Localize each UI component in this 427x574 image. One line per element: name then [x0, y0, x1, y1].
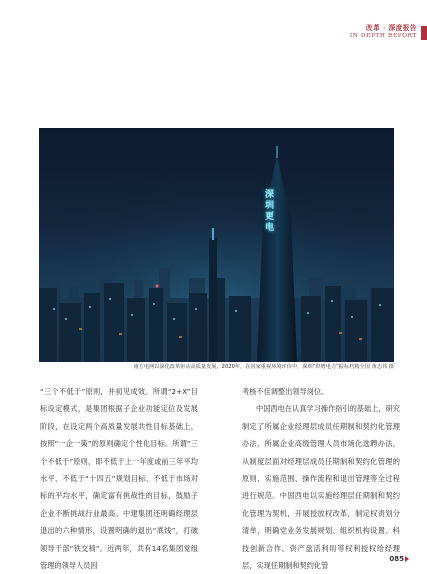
photo-caption: 南方电网以深化改革驱动高质量发展。2020年，在国家重视环境评价中，深圳“供增电力”振标档精全国 黄志伟 摄: [133, 364, 394, 370]
header-accent-bar: [421, 26, 427, 40]
city-night-photo: [39, 128, 394, 362]
paragraph: 中国西电在认真学习操作指引的基础上，研究制定了所属企业经理层成员任期制和契约化管理办法、所属企业高级管理人员市场化选聘办法，从制度层面对经理层成员任期制和契约化管理的原则、实施范围、操作流程和退出管理等全过程进行规范。中国西电以实施经理层任期制和契约化管理为契机，开展授放权改革，制定权责划分清单，明确党业务发展规划、组织机构设置、科技创新合作、资产盘活利用等权利授权给经理层，实现任期制和契约化管: [242, 404, 400, 571]
paragraph: “三个不低于”原则，并初见成效。所谓“2+X”目标设定模式，是集团根据子企业功能定位及发展阶段，在设定两个高质量发展共性目标基础上，按照“一企一策”的原则确定个性化目标。所谓“三个不低于”原则，即不低于上一年度或前三年平均水平、不低于“十四五”规划目标、不低于市场对标的平均水平，确定富有挑战性的目标，鼓励子企业不断挑战行业最高。中建集团还明确经理层退出的六种情形，设置明确的退出“底线”，打破领导干部“铁交椅”。近两年，共有14名集团党组管理的领导人员因: [40, 387, 198, 571]
section-header: [350, 22, 417, 39]
page-number: 085: [389, 555, 409, 563]
left-column: [40, 383, 198, 574]
city-skyline-illustration: [39, 128, 394, 362]
page-marker-icon: [405, 556, 409, 562]
tower-sign-text: 深圳更电: [265, 190, 275, 233]
paragraph: 考核不佳调整出领导岗位。: [242, 387, 329, 396]
section-title-cn: 改革 · 深度报告: [366, 24, 417, 32]
section-title-en: IN DEPTH REPORT: [349, 33, 417, 39]
right-column: [242, 383, 400, 574]
